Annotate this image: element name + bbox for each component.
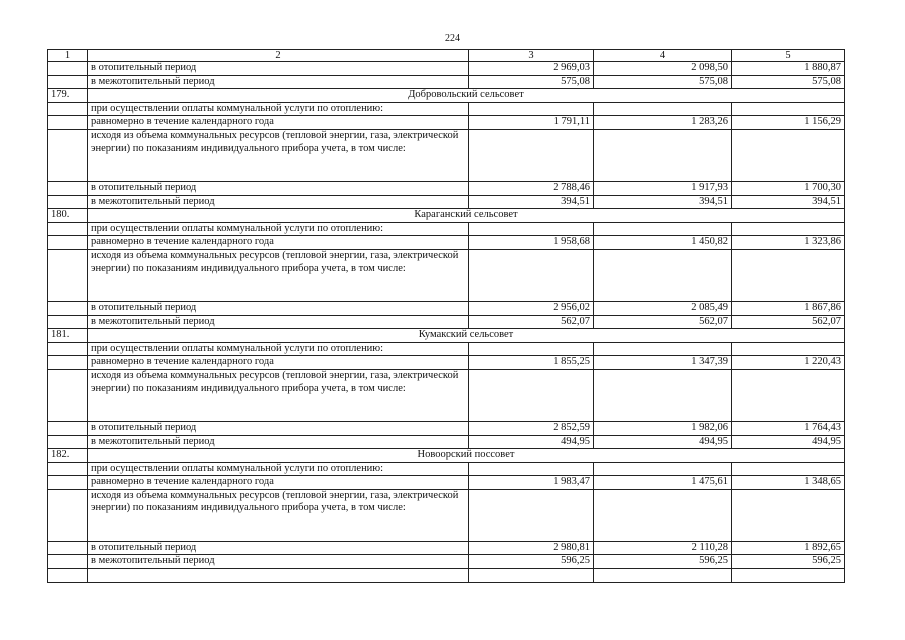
row-label: равномерно в течение календарного года <box>88 476 469 490</box>
row-number-cell <box>48 301 88 315</box>
value-col-5 <box>732 462 845 476</box>
table-row <box>48 236 845 250</box>
table-row <box>48 129 845 181</box>
value-col-5: 1 700,30 <box>732 181 845 195</box>
row-label: исходя из объема коммунальных ресурсов (тепловой энергии, газа, электрической энергии) по показаниям индивидуального прибора учета, в том числе: <box>88 369 469 421</box>
value-col-5: 1 323,86 <box>732 236 845 250</box>
value-col-4 <box>594 569 732 583</box>
table-row <box>48 62 845 76</box>
value-col-3: 1 958,68 <box>469 236 594 250</box>
value-col-5 <box>732 222 845 236</box>
row-label: равномерно в течение календарного года <box>88 356 469 370</box>
row-number-cell <box>48 369 88 421</box>
row-label: в отопительный период <box>88 62 469 76</box>
value-col-5: 494,95 <box>732 435 845 449</box>
row-number-cell <box>48 236 88 250</box>
table-row <box>48 489 845 541</box>
section-row <box>48 209 845 223</box>
value-col-4: 1 982,06 <box>594 421 732 435</box>
value-col-3 <box>469 222 594 236</box>
section-row <box>48 449 845 463</box>
header-col-2: 2 <box>88 50 469 62</box>
value-col-3 <box>469 129 594 181</box>
row-label: равномерно в течение календарного года <box>88 236 469 250</box>
table-row <box>48 249 845 301</box>
value-col-4: 575,08 <box>594 75 732 89</box>
value-col-4 <box>594 489 732 541</box>
value-col-3: 1 983,47 <box>469 476 594 490</box>
value-col-5: 1 348,65 <box>732 476 845 490</box>
value-col-3: 1 791,11 <box>469 116 594 130</box>
value-col-3: 575,08 <box>469 75 594 89</box>
value-col-5 <box>732 129 845 181</box>
value-col-3 <box>469 249 594 301</box>
section-name: Добровольский сельсовет <box>88 89 845 103</box>
row-number-cell <box>48 129 88 181</box>
row-number-cell <box>48 421 88 435</box>
value-col-5: 1 892,65 <box>732 541 845 555</box>
table-row <box>48 569 845 583</box>
row-number-cell <box>48 342 88 356</box>
row-label: при осуществлении оплаты коммунальной услуги по отоплению: <box>88 222 469 236</box>
row-label: в межотопительный период <box>88 555 469 569</box>
value-col-5 <box>732 249 845 301</box>
value-col-4 <box>594 249 732 301</box>
value-col-4: 2 110,28 <box>594 541 732 555</box>
value-col-4 <box>594 222 732 236</box>
value-col-5: 1 880,87 <box>732 62 845 76</box>
section-row <box>48 329 845 343</box>
value-col-5: 394,51 <box>732 195 845 209</box>
table-row <box>48 369 845 421</box>
row-label: исходя из объема коммунальных ресурсов (тепловой энергии, газа, электрической энергии) по показаниям индивидуального прибора учета, в том числе: <box>88 129 469 181</box>
row-number-cell <box>48 249 88 301</box>
value-col-3 <box>469 102 594 116</box>
value-col-3: 2 956,02 <box>469 301 594 315</box>
table-row <box>48 195 845 209</box>
header-col-4: 4 <box>594 50 732 62</box>
table-row <box>48 462 845 476</box>
row-number-cell <box>48 435 88 449</box>
value-col-3: 2 969,03 <box>469 62 594 76</box>
value-col-5: 1 867,86 <box>732 301 845 315</box>
value-col-3 <box>469 342 594 356</box>
row-label: в отопительный период <box>88 181 469 195</box>
row-label: при осуществлении оплаты коммунальной услуги по отоплению: <box>88 342 469 356</box>
row-number-cell <box>48 541 88 555</box>
value-col-3 <box>469 462 594 476</box>
value-col-3 <box>469 489 594 541</box>
row-number-cell <box>48 569 88 583</box>
row-label: в отопительный период <box>88 301 469 315</box>
section-number: 182. <box>48 449 88 463</box>
value-col-4: 2 098,50 <box>594 62 732 76</box>
value-col-3: 2 852,59 <box>469 421 594 435</box>
value-col-3 <box>469 369 594 421</box>
header-col-5: 5 <box>732 50 845 62</box>
table-row <box>48 301 845 315</box>
row-label: в отопительный период <box>88 421 469 435</box>
value-col-5: 562,07 <box>732 315 845 329</box>
table-row <box>48 116 845 130</box>
value-col-4 <box>594 129 732 181</box>
value-col-3: 596,25 <box>469 555 594 569</box>
section-number: 179. <box>48 89 88 103</box>
value-col-4: 394,51 <box>594 195 732 209</box>
value-col-5: 596,25 <box>732 555 845 569</box>
row-label: при осуществлении оплаты коммунальной услуги по отоплению: <box>88 102 469 116</box>
value-col-4: 2 085,49 <box>594 301 732 315</box>
row-number-cell <box>48 315 88 329</box>
row-number-cell <box>48 116 88 130</box>
row-number-cell <box>48 356 88 370</box>
section-row <box>48 89 845 103</box>
value-col-4: 562,07 <box>594 315 732 329</box>
row-number-cell <box>48 489 88 541</box>
row-number-cell <box>48 555 88 569</box>
table-row <box>48 555 845 569</box>
table-row <box>48 421 845 435</box>
value-col-3 <box>469 569 594 583</box>
value-col-3: 2 788,46 <box>469 181 594 195</box>
value-col-4: 1 917,93 <box>594 181 732 195</box>
page-number: 224 <box>445 33 460 44</box>
header-col-3: 3 <box>469 50 594 62</box>
value-col-5: 1 220,43 <box>732 356 845 370</box>
section-name: Кумакский сельсовет <box>88 329 845 343</box>
section-name: Новоорский поссовет <box>88 449 845 463</box>
row-label: при осуществлении оплаты коммунальной услуги по отоплению: <box>88 462 469 476</box>
row-label: в межотопительный период <box>88 195 469 209</box>
row-number-cell <box>48 462 88 476</box>
row-label: в отопительный период <box>88 541 469 555</box>
row-label: в межотопительный период <box>88 75 469 89</box>
header-row <box>48 50 845 62</box>
value-col-3: 494,95 <box>469 435 594 449</box>
value-col-4 <box>594 102 732 116</box>
table-row <box>48 181 845 195</box>
section-number: 180. <box>48 209 88 223</box>
header-col-1: 1 <box>48 50 88 62</box>
row-label: равномерно в течение календарного года <box>88 116 469 130</box>
value-col-5 <box>732 369 845 421</box>
table-row <box>48 541 845 555</box>
value-col-5 <box>732 102 845 116</box>
table-row <box>48 435 845 449</box>
row-label: исходя из объема коммунальных ресурсов (тепловой энергии, газа, электрической энергии) по показаниям индивидуального прибора учета, в том числе: <box>88 249 469 301</box>
value-col-4: 1 347,39 <box>594 356 732 370</box>
table-row <box>48 342 845 356</box>
row-label: исходя из объема коммунальных ресурсов (тепловой энергии, газа, электрической энергии) по показаниям индивидуального прибора учета, в том числе: <box>88 489 469 541</box>
row-label: в межотопительный период <box>88 315 469 329</box>
section-name: Караганский сельсовет <box>88 209 845 223</box>
value-col-4 <box>594 369 732 421</box>
value-col-5 <box>732 342 845 356</box>
row-number-cell <box>48 476 88 490</box>
row-number-cell <box>48 102 88 116</box>
value-col-5: 1 764,43 <box>732 421 845 435</box>
value-col-3: 394,51 <box>469 195 594 209</box>
row-number-cell <box>48 181 88 195</box>
row-label: в межотопительный период <box>88 435 469 449</box>
value-col-5 <box>732 569 845 583</box>
value-col-4 <box>594 342 732 356</box>
section-number: 181. <box>48 329 88 343</box>
table-row <box>48 476 845 490</box>
value-col-5: 575,08 <box>732 75 845 89</box>
value-col-4: 494,95 <box>594 435 732 449</box>
row-number-cell <box>48 195 88 209</box>
table-row <box>48 356 845 370</box>
table-row <box>48 222 845 236</box>
row-number-cell <box>48 222 88 236</box>
row-label <box>88 569 469 583</box>
table-row <box>48 75 845 89</box>
row-number-cell <box>48 75 88 89</box>
value-col-4: 1 283,26 <box>594 116 732 130</box>
value-col-4: 1 450,82 <box>594 236 732 250</box>
table-row <box>48 315 845 329</box>
value-col-4 <box>594 462 732 476</box>
value-col-4: 1 475,61 <box>594 476 732 490</box>
value-col-3: 1 855,25 <box>469 356 594 370</box>
value-col-3: 2 980,81 <box>469 541 594 555</box>
value-col-5 <box>732 489 845 541</box>
row-number-cell <box>48 62 88 76</box>
value-col-3: 562,07 <box>469 315 594 329</box>
tariff-table <box>47 49 845 583</box>
value-col-4: 596,25 <box>594 555 732 569</box>
value-col-5: 1 156,29 <box>732 116 845 130</box>
table-row <box>48 102 845 116</box>
